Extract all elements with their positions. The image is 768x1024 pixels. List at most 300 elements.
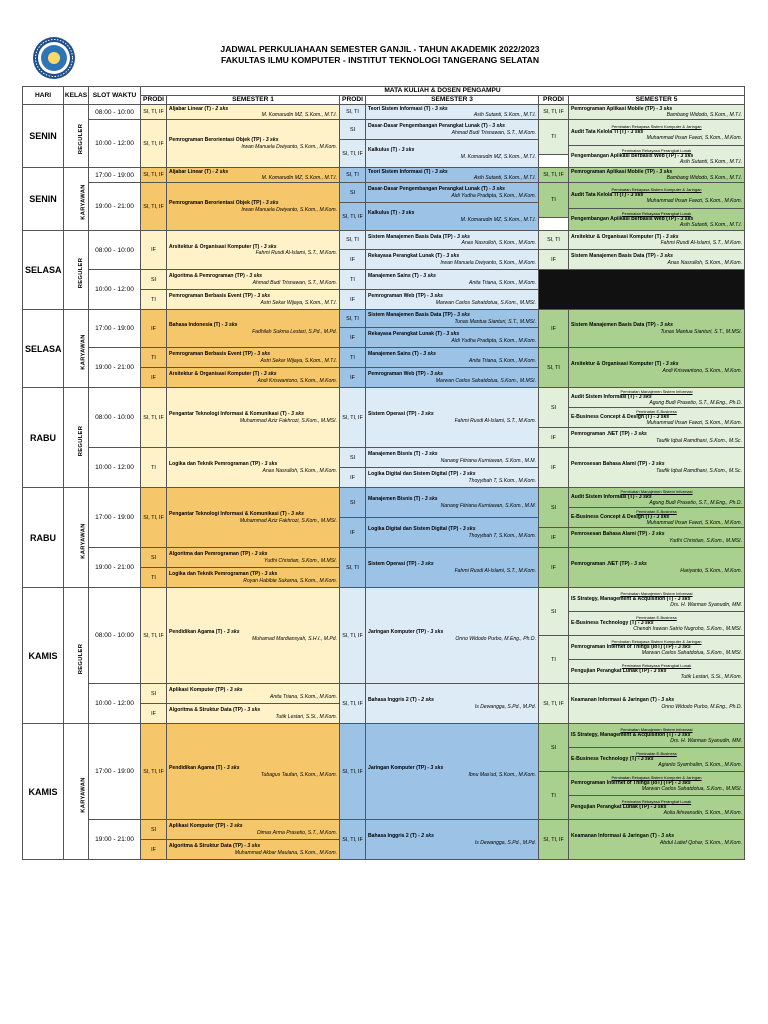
lecturer-name: Tunas Mantua Sianturi, S.T., M.MSI.: [660, 328, 742, 335]
prodi-cell: [539, 231, 569, 250]
time-slot-cell: [89, 724, 141, 820]
prodi-cell: [539, 820, 569, 860]
course-cell: [569, 748, 745, 772]
class-type-cell: [64, 168, 89, 231]
time-slot-label: 19:00 - 21:00: [95, 564, 134, 571]
prodi-cell: [141, 588, 167, 684]
time-slot-label: 08:00 - 10:00: [95, 632, 134, 639]
prodi-label: SI: [349, 499, 356, 506]
prodi-cell: [539, 105, 569, 120]
peminatan-label: Peminatan Manajemen Sistem Informasi: [620, 726, 693, 732]
lecturer-name: Yudhi Christian, S.Kom., M.MSI.: [264, 557, 337, 564]
course-cell: [366, 518, 539, 548]
prodi-cell: [539, 348, 569, 388]
course-cell: [167, 820, 340, 840]
header-prodi: PRODI: [340, 96, 366, 105]
course-cell: [167, 231, 340, 270]
prodi-cell: [141, 548, 167, 568]
prodi-label: SI, TI, IF: [143, 514, 164, 521]
day-cell: [23, 168, 64, 231]
course-cell: [366, 820, 539, 860]
prodi-label: SI: [150, 276, 157, 283]
prodi-cell: [141, 724, 167, 820]
course-title: Pengembangan Aplikasi Berbasis Web (TP) - 3 sks: [571, 152, 694, 159]
prodi-label: SI, TI: [346, 237, 359, 243]
course-title: IS Strategy, Management & Acquisition (T) - 3 sks: [571, 731, 691, 738]
prodi-cell: [340, 488, 366, 518]
time-slot-cell: [89, 310, 141, 348]
lecturer-name: Bambang Widodo, S.Kom., M.T.I.: [666, 112, 742, 118]
lecturer-name: Abdul Latief Qohar, S.Kom., M.Kom.: [659, 839, 742, 846]
lecturer-name: Royan Habibie Sukarna, S.Kom., M.Kom.: [243, 577, 337, 584]
course-cell: [569, 120, 745, 146]
course-cell: [366, 588, 539, 684]
schedule-row: [23, 231, 745, 242]
course-title: Audit Tata Kelola TI (T) - 3 sks: [571, 128, 644, 135]
prodi-cell: [141, 840, 167, 860]
lecturer-name: Muhammad Akbar Maulana, S.Kom., M.Kom.: [234, 849, 337, 856]
course-cell: [569, 348, 745, 388]
day-cell: [23, 588, 64, 724]
time-slot-cell: [89, 820, 141, 860]
peminatan-label: Peminatan Rekayasa Perangkat Lunak: [621, 147, 692, 153]
prodi-label: SI: [150, 554, 157, 561]
course-title: Dasar-Dasar Pengembangan Perangkat Lunak (T) - 3 sks: [368, 186, 506, 193]
empty-black-cell: [539, 270, 745, 310]
prodi-cell: [539, 724, 569, 772]
lecturer-name: Asih Sutanti, S.Kom., M.T.I.: [473, 112, 536, 118]
course-title: Pemrograman Aplikasi Mobile (TP) - 3 sks: [571, 105, 673, 112]
prodi-cell: [340, 724, 366, 820]
lecturer-name: Asih Sutanti, S.Kom., M.T.I.: [473, 175, 536, 181]
peminatan-label: Peminatan E-Business: [636, 508, 677, 514]
prodi-cell: [539, 428, 569, 448]
course-title: Sistem Operasi (TP) - 3 sks: [368, 411, 434, 418]
time-slot-cell: [89, 684, 141, 724]
course-cell: [569, 448, 745, 488]
lecturer-name: M. Komarudin MZ, S.Kom., M.T.I.: [460, 153, 536, 160]
prodi-cell: [539, 120, 569, 155]
day-label: KAMIS: [28, 786, 58, 797]
lecturer-name: Drs. H. Warman Syanudin, MM.: [670, 738, 742, 744]
class-type-cell: [64, 231, 89, 310]
prodi-cell: [141, 168, 167, 183]
course-title: Aplikasi Komputer (TP) - 3 sks: [169, 823, 243, 830]
day-label: KAMIS: [28, 650, 58, 661]
lecturer-name: Andi Kriswantono, S.Kom., M.Kom.: [662, 367, 742, 374]
peminatan-label: Peminatan E-Business: [636, 614, 677, 620]
prodi-label: SI, TI, IF: [143, 414, 164, 421]
prodi-label: SI, TI, IF: [342, 768, 363, 775]
course-title: Bahasa Inggris 2 (T) - 2 sks: [368, 697, 434, 704]
course-title: Aljabar Linear (T) - 2 sks: [169, 168, 229, 175]
day-label: SELASA: [25, 343, 62, 354]
course-title: Logika Digital dan Sistem Digital (TP) - 3 sks: [368, 471, 476, 478]
course-cell: [167, 168, 340, 183]
lecturer-name: Drs. H. Warman Syanudin, MM.: [670, 602, 742, 608]
course-title: Rekayasa Perangkat Lunak (T) - 3 sks: [368, 331, 460, 338]
course-cell: [366, 348, 539, 368]
prodi-cell: [539, 548, 569, 588]
prodi-cell: [340, 368, 366, 388]
lecturer-name: Irwan Manuela Dwiyanto, S.Kom., M.Kom.: [440, 259, 536, 266]
course-cell: [569, 588, 745, 612]
university-logo-icon: [32, 36, 76, 80]
prodi-cell: [141, 290, 167, 310]
lecturer-name: Irwan Manuela Dwiyanto, S.Kom., M.Kom.: [241, 143, 337, 150]
header-prodi: PRODI: [539, 96, 569, 105]
prodi-cell: [141, 448, 167, 488]
prodi-cell: [539, 488, 569, 528]
prodi-cell: [141, 388, 167, 448]
course-cell: [167, 290, 340, 310]
prodi-label: TI: [151, 574, 156, 581]
class-type-cell: [64, 388, 89, 488]
time-slot-label: 10:00 - 12:00: [95, 286, 134, 293]
prodi-label: SI, TI, IF: [143, 203, 164, 210]
peminatan-label: Peminatan Rekayasa Sistem Komputer & Jaringan: [611, 638, 702, 644]
day-label: SENIN: [29, 131, 57, 141]
course-cell: [366, 548, 539, 588]
lecturer-name: Anita Triana, S.Kom., M.Kom.: [469, 279, 536, 286]
prodi-label: IF: [151, 846, 156, 853]
prodi-cell: [141, 368, 167, 388]
lecturer-name: M. Komarudin MZ, S.Kom., M.T.I.: [261, 175, 337, 181]
course-title: Manajemen Sains (T) - 3 sks: [368, 351, 436, 358]
prodi-label: IF: [551, 325, 556, 332]
course-cell: [167, 388, 340, 448]
lecturer-name: M. Komarudin MZ, S.Kom., M.T.I.: [460, 216, 536, 223]
lecturer-name: Tubagus Taufan, S.Kom., M.Kom.: [260, 771, 337, 778]
course-title: Arsitektur & Organisasi Komputer (T) - 3 sks: [571, 361, 679, 368]
course-cell: [569, 408, 745, 428]
time-slot-label: 10:00 - 12:00: [95, 700, 134, 707]
time-slot-label: 17:00 - 19:00: [95, 171, 134, 179]
lecturer-name: Nanang Fitriana Kurniawan, S.Kom., M.M.: [440, 457, 536, 464]
lecturer-name: Aldi Yudha Pradipta, S.Kom., M.Kom.: [451, 337, 536, 344]
prodi-label: SI, TI: [547, 364, 560, 371]
course-title: Pengantar Teknologi Informasi & Komunikasi (T) - 3 sks: [169, 511, 304, 518]
peminatan-label: Peminatan Manajemen Sistem Informasi: [620, 388, 693, 394]
prodi-cell: [539, 448, 569, 488]
prodi-label: TI: [551, 197, 556, 203]
course-title: Aljabar Linear (T) - 2 sks: [169, 105, 229, 112]
lecturer-name: Marwan Carlos Sahatdotua, S.Kom., M.MSI.: [435, 299, 536, 306]
course-title: Logika Digital dan Sistem Digital (TP) - 3 sks: [368, 526, 476, 533]
prodi-cell: [141, 488, 167, 548]
course-title: Audit Sistem Informasi (T) - 3 sks: [571, 493, 652, 500]
time-slot-cell: [89, 270, 141, 310]
course-cell: [569, 796, 745, 820]
peminatan-label: Peminatan Rekayasa Perangkat Lunak: [621, 662, 692, 668]
lecturer-name: Muhamad Mardiansyah, S.H.I., M.Pd.: [252, 635, 337, 642]
class-type-label: KARYAWAN: [80, 333, 87, 370]
class-type-cell: [64, 488, 89, 588]
lecturer-name: Taufik Iqbal Ramdhani, S.Kom., M.Sc.: [656, 467, 742, 474]
lecturer-name: M. Komarudin MZ, S.Kom., M.T.I.: [261, 112, 337, 118]
lecturer-name: Ibnu Mas'ud, S.Kom., M.Kom.: [468, 771, 536, 778]
course-title: Pemrograman .NET (TP) - 3 sks: [571, 431, 647, 438]
day-label: SENIN: [29, 194, 57, 204]
prodi-label: IF: [551, 564, 556, 571]
day-cell: [23, 105, 64, 168]
peminatan-label: Peminatan Manajemen Sistem Informasi: [620, 590, 693, 596]
course-title: Sistem Manajemen Basis Data (TP) - 3 sks: [571, 253, 673, 260]
peminatan-label: Peminatan Rekayasa Sistem Komputer & Jaringan: [611, 774, 702, 780]
course-title: Algoritma & Pemrograman (TP) - 3 sks: [169, 273, 263, 280]
schedule-row: [23, 105, 745, 113]
header-sem5: SEMESTER 5: [569, 96, 745, 105]
course-title: Pengantar Teknologi Informasi & Komunikasi (T) - 3 sks: [169, 411, 304, 418]
course-cell: [366, 270, 539, 290]
prodi-label: SI, TI: [346, 172, 359, 178]
lecturer-name: Onno Widodo Purbo, M.Eng., Ph.D.: [661, 703, 742, 710]
time-slot-cell: [89, 388, 141, 448]
schedule-row: [23, 820, 745, 830]
prodi-cell: [340, 310, 366, 328]
course-cell: [167, 448, 340, 488]
course-cell: [569, 488, 745, 508]
course-cell: [167, 684, 340, 704]
prodi-label: IF: [151, 247, 156, 253]
prodi-label: SI, TI, IF: [342, 150, 363, 157]
course-cell: [569, 820, 745, 860]
schedule-row: [23, 488, 745, 498]
lecturer-name: Is Dewangga, S.Pd., M.Pd.: [474, 703, 536, 710]
class-type-cell: [64, 588, 89, 724]
course-cell: [366, 183, 539, 203]
prodi-label: SI: [550, 608, 557, 615]
time-slot-cell: [89, 183, 141, 231]
prodi-label: SI, TI, IF: [342, 632, 363, 639]
class-type-label: REGULER: [78, 123, 85, 155]
peminatan-label: Peminatan Manajemen Sistem Informasi: [620, 488, 693, 494]
course-cell: [569, 183, 745, 209]
prodi-cell: [340, 270, 366, 290]
prodi-label: SI: [349, 189, 356, 196]
prodi-cell: [340, 183, 366, 203]
prodi-cell: [539, 772, 569, 820]
time-slot-cell: [89, 488, 141, 548]
course-title: Teori Sistem Informasi (T) - 3 sks: [368, 168, 448, 175]
course-title: Keamanan Informasi & Jaringan (T) - 3 sks: [571, 697, 675, 704]
time-slot-label: 08:00 - 10:00: [95, 246, 134, 254]
schedule-row: [23, 548, 745, 558]
course-cell: [569, 209, 745, 231]
time-slot-label: 19:00 - 21:00: [95, 364, 134, 371]
course-cell: [167, 183, 340, 231]
course-title: Pemrograman Berbasis Event (TP) - 3 sks: [169, 293, 271, 300]
course-cell: [569, 636, 745, 660]
course-cell: [569, 146, 745, 168]
prodi-cell: [141, 568, 167, 588]
schedule-row: [23, 120, 745, 129]
course-title: Pemrograman .NET (TP) - 3 sks: [571, 561, 647, 568]
prodi-cell: [340, 140, 366, 168]
schedule-row: [23, 348, 745, 358]
day-cell: [23, 231, 64, 310]
prodi-label: SI, TI, IF: [143, 109, 164, 115]
lecturer-name: Muhammad Ihsan Fawzi, S.Kom., M.Kom.: [646, 520, 742, 526]
course-cell: [167, 704, 340, 724]
prodi-cell: [340, 203, 366, 231]
time-slot-cell: [89, 168, 141, 183]
course-cell: [167, 568, 340, 588]
prodi-label: SI, TI, IF: [543, 836, 564, 843]
lecturer-name: Bambang Widodo, S.Kom., M.T.I.: [666, 175, 742, 181]
lecturer-name: Astri Sekar Wijaya, S.Kom., M.T.I.: [260, 299, 337, 306]
peminatan-label: Peminatan Rekayasa Sistem Komputer & Jaringan: [611, 123, 702, 129]
course-cell: [366, 468, 539, 488]
prodi-cell: [141, 120, 167, 168]
prodi-label: IF: [551, 464, 556, 471]
course-title: Pemrograman Berorientasi Objek (TP) - 3 sks: [169, 200, 279, 207]
prodi-cell: [340, 328, 366, 348]
course-cell: [569, 660, 745, 684]
time-slot-label: 19:00 - 21:00: [95, 203, 134, 210]
prodi-cell: [340, 548, 366, 588]
course-title: Pemrograman Berorientasi Objek (TP) - 3 sks: [169, 137, 279, 144]
day-cell: [23, 388, 64, 488]
lecturer-name: Muhammad Aziz Fakhrozi, S.Kom., M.MSI.: [239, 417, 337, 424]
prodi-cell: [340, 518, 366, 548]
class-type-label: KARYAWAN: [80, 522, 87, 559]
course-title: E-Business Concept & Design (T) - 3 sks: [571, 513, 670, 520]
lecturer-name: Onno Widodo Purbo, M.Eng., Ph.D.: [455, 635, 536, 642]
course-title: Pemrograman Aplikasi Mobile (TP) - 3 sks: [571, 168, 673, 175]
prodi-cell: [340, 448, 366, 468]
lecturer-name: Ahmad Budi Trisnawan, S.T., M.Kom.: [252, 279, 337, 286]
prodi-cell: [340, 168, 366, 183]
course-title: Bahasa Inggris 2 (T) - 2 sks: [368, 833, 434, 840]
course-cell: [366, 105, 539, 120]
lecturer-name: Anita Triana, S.Kom., M.Kom.: [270, 693, 337, 700]
course-cell: [366, 388, 539, 448]
course-title: Arsitektur & Organisasi Komputer (T) - 3 sks: [571, 233, 679, 240]
course-cell: [569, 724, 745, 748]
course-cell: [167, 840, 340, 860]
prodi-cell: [539, 684, 569, 724]
prodi-cell: [340, 290, 366, 310]
course-title: Pemrograman Web (TP) - 3 sks: [368, 293, 443, 300]
class-type-label: KARYAWAN: [80, 776, 87, 813]
class-type-cell: [64, 310, 89, 388]
lecturer-name: Anas Nasrulloh, S.Kom., M.Kom.: [667, 259, 742, 266]
prodi-cell: [141, 348, 167, 368]
course-title: Pengujian Perangkat Lunak (TP) - 3 sks: [571, 667, 667, 674]
header-sem3: SEMESTER 3: [366, 96, 539, 105]
course-title: Algoritma dan Pemrograman (TP) - 3 sks: [169, 551, 268, 558]
class-type-label: REGULER: [78, 643, 85, 674]
course-title: Sistem Manajemen Basis Data (TP) - 3 sks: [368, 233, 470, 240]
course-title: Pemrosesan Bahasa Alami (TP) - 3 sks: [571, 461, 665, 468]
prodi-label: IF: [151, 710, 156, 717]
time-slot-cell: [89, 120, 141, 168]
lecturer-name: Tutik Lestari, S.Si., M.Kom.: [275, 713, 337, 720]
prodi-cell: [340, 468, 366, 488]
course-cell: [167, 120, 340, 168]
prodi-label: IF: [151, 374, 156, 381]
course-cell: [167, 105, 340, 120]
time-slot-label: 17:00 - 19:00: [95, 325, 134, 332]
day-label: RABU: [30, 532, 56, 543]
prodi-label: TI: [350, 354, 355, 361]
course-cell: [366, 368, 539, 388]
course-cell: [366, 203, 539, 231]
day-label: SELASA: [25, 265, 62, 275]
lecturer-name: Ahmad Budi Trisnawan, S.T., M.Kom.: [451, 129, 536, 136]
lecturer-name: Anas Nasrulloh, S.Kom., M.Kom.: [262, 467, 337, 474]
time-slot-label: 08:00 - 10:00: [95, 414, 134, 421]
prodi-cell: [141, 310, 167, 348]
time-slot-label: 17:00 - 19:00: [95, 514, 134, 521]
header-sem1: SEMESTER 1: [167, 96, 340, 105]
lecturer-name: Nanang Fitriana Kurniawan, S.Kom., M.M.: [440, 502, 536, 509]
peminatan-label: Peminatan Rekayasa Perangkat Lunak: [621, 210, 692, 216]
course-title: Dasar-Dasar Pengembangan Perangkat Lunak (T) - 3 sks: [368, 123, 506, 130]
lecturer-name: Muhammad Ihsan Fawzi, S.Kom., M.Kom.: [646, 135, 742, 141]
header-prodi: PRODI: [141, 96, 167, 105]
course-cell: [569, 772, 745, 796]
lecturer-name: Muhammad Ihsan Fawzi, S.Kom., M.Kom.: [646, 198, 742, 204]
course-cell: [167, 270, 340, 290]
lecturer-name: Is Dewangga, S.Pd., M.Pd.: [474, 839, 536, 846]
prodi-label: SI: [550, 404, 557, 411]
course-cell: [366, 250, 539, 270]
time-slot-cell: [89, 588, 141, 684]
course-title: Pemrosesan Bahasa Alami (TP) - 3 sks: [571, 531, 665, 538]
peminatan-label: Peminatan E-Business: [636, 408, 677, 414]
course-title: Pengembangan Aplikasi Berbasis Web (TP) - 3 sks: [571, 215, 694, 222]
time-slot-cell: [89, 231, 141, 270]
lecturer-name: Fahmi Rusdi Al-Islami, S.T., M.Kom.: [454, 417, 536, 424]
course-title: Manajemen Sains (T) - 3 sks: [368, 273, 436, 280]
prodi-label: SI, TI, IF: [342, 836, 363, 843]
prodi-label: IF: [350, 374, 355, 381]
course-title: Pemrograman Internet of Things (IoT) (TP) - 3 sks: [571, 643, 691, 650]
course-title: Pendidikan Agama (T) - 3 sks: [169, 765, 240, 772]
time-slot-cell: [89, 548, 141, 588]
prodi-cell: [340, 388, 366, 448]
schedule-row: [23, 684, 745, 694]
time-slot-cell: [89, 348, 141, 388]
course-cell: [366, 168, 539, 183]
lecturer-name: Dimas Arma Prasetio, S.T., M.Kom.: [256, 829, 337, 836]
lecturer-name: Taufik Iqbal Ramdhani, S.Kom., M.Sc.: [656, 437, 742, 444]
course-title: Algoritma & Struktur Data (TP) - 3 sks: [169, 707, 261, 714]
course-cell: [569, 231, 745, 250]
lecturer-name: Yudhi Christian, S.Kom., M.MSI.: [669, 537, 742, 544]
peminatan-label: Peminatan Rekayasa Perangkat Lunak: [621, 798, 692, 804]
prodi-cell: [340, 348, 366, 368]
course-cell: [569, 428, 745, 448]
prodi-cell: [539, 388, 569, 428]
peminatan-label: Peminatan Rekayasa Sistem Komputer & Jaringan: [611, 186, 702, 192]
lecturer-name: Tunas Mantua Sianturi, S.T., M.MSI.: [454, 318, 536, 325]
prodi-cell: [141, 231, 167, 270]
prodi-cell: [340, 120, 366, 140]
course-cell: [569, 250, 745, 270]
lecturer-name: Fahmi Rusdi Al-Islami, S.T., M.Kom.: [660, 240, 742, 246]
prodi-cell: [141, 183, 167, 231]
course-cell: [569, 528, 745, 548]
course-cell: [366, 140, 539, 168]
lecturer-name: Agung Budi Prasetio, S.T., M.Eng., Ph.D.: [649, 400, 742, 406]
prodi-cell: [340, 820, 366, 860]
prodi-cell: [340, 105, 366, 120]
prodi-label: TI: [551, 134, 556, 140]
prodi-cell: [340, 250, 366, 270]
